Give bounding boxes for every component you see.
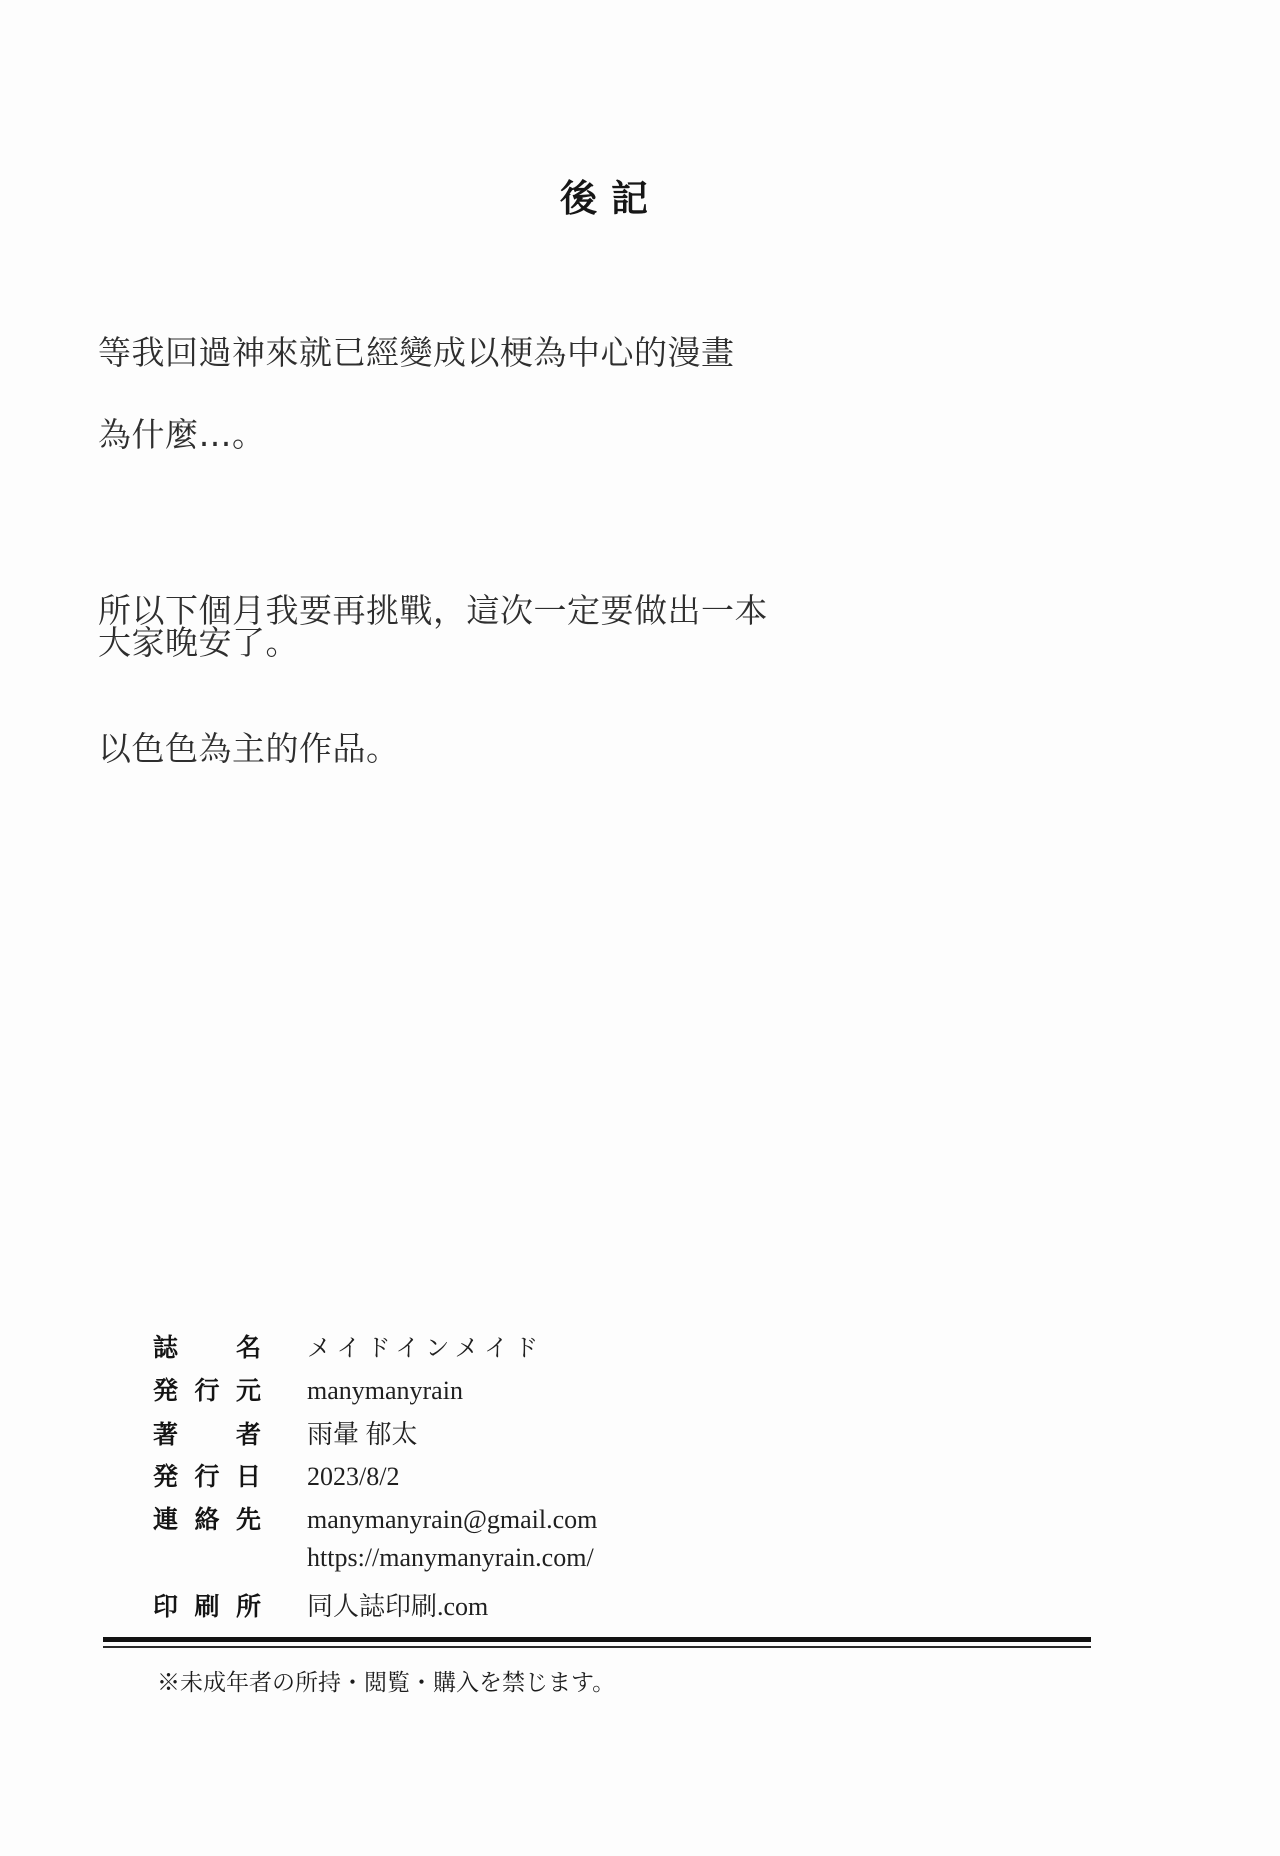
colophon-label: 著者: [153, 1421, 261, 1449]
afterword-paragraph-3-line-2: 以色色為主的作品。: [98, 729, 400, 768]
colophon-row-contact-url: [153, 1543, 597, 1586]
colophon-value: 雨暈 郁太: [307, 1420, 418, 1449]
afterword-paragraph-1: 等我回過神來就已經變成以梗為中心的漫畫: [98, 333, 735, 372]
colophon-value: https://manymanyrain.com/: [307, 1543, 594, 1572]
colophon-row-contact-email: [153, 1500, 597, 1543]
colophon-value: 2023/8/2: [307, 1462, 400, 1491]
colophon-row-printer: [153, 1586, 597, 1629]
colophon-label: 発行日: [153, 1463, 261, 1491]
afterword-paragraph-3: [98, 496, 768, 864]
colophon-value: manymanyrain: [307, 1376, 463, 1405]
colophon-row-author: [153, 1414, 597, 1457]
age-restriction-disclaimer: ※未成年者の所持・閲覧・購入を禁じます。: [157, 1670, 616, 1695]
colophon: [153, 1328, 597, 1629]
double-rule-divider: [103, 1637, 1091, 1648]
colophon-value: manymanyrain@gmail.com: [307, 1505, 598, 1534]
afterword-paragraph-2: 為什麼…。: [98, 415, 266, 454]
colophon-row-publisher: [153, 1371, 597, 1414]
colophon-label: 連絡先: [153, 1506, 261, 1534]
colophon-label: 印刷所: [153, 1593, 261, 1621]
colophon-row-publish-date: [153, 1457, 597, 1500]
afterword-paragraph-3-line-1: 所以下個月我要再挑戰，這次一定要做出一本: [98, 591, 768, 630]
colophon-label: 発行元: [153, 1377, 261, 1405]
colophon-value: 同人誌印刷.com: [307, 1592, 489, 1621]
page-title: 後記: [560, 178, 662, 219]
afterword-paragraph-4: 大家晚安了。: [98, 623, 299, 662]
colophon-row-title: [153, 1328, 597, 1371]
colophon-value: メイドインメイド: [307, 1336, 545, 1362]
colophon-label: 誌名: [153, 1334, 261, 1362]
